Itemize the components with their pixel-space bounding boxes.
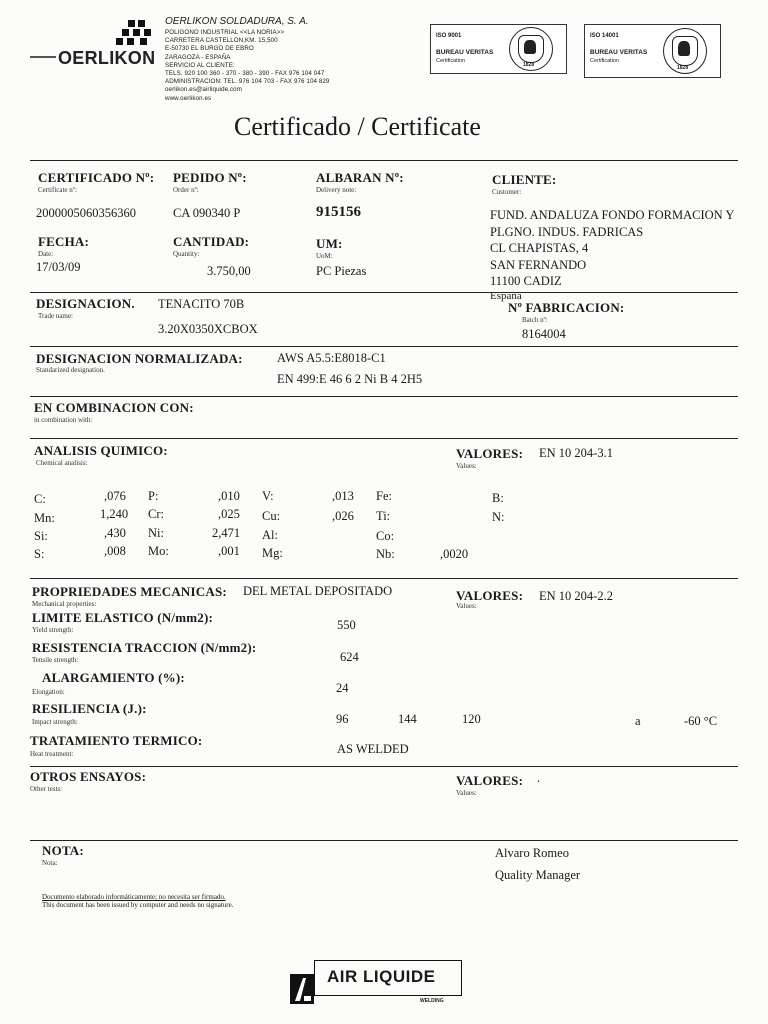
element-value: ,001 bbox=[218, 544, 240, 558]
element-value: ,430 bbox=[104, 526, 126, 540]
element-symbol: P: bbox=[148, 489, 159, 503]
cliente-line: España bbox=[490, 289, 522, 302]
divider bbox=[30, 346, 738, 347]
pedido-value: CA 090340 P bbox=[173, 206, 241, 220]
address-line: SERVICIO AL CLIENTE: bbox=[165, 61, 235, 69]
limite-label: LIMITE ELASTICO (N/mm2): bbox=[32, 610, 214, 625]
element-symbol: C: bbox=[34, 492, 46, 506]
nota-sub: Nota: bbox=[42, 859, 58, 867]
element-value: ,013 bbox=[332, 489, 354, 503]
cert-name: BUREAU VERITAS bbox=[590, 49, 648, 56]
resiliencia-value-2: 144 bbox=[398, 712, 417, 726]
fecha-label: FECHA: bbox=[38, 234, 90, 249]
fecha-value: 17/03/09 bbox=[36, 260, 81, 274]
bureau-veritas-seal-icon bbox=[509, 27, 553, 71]
resistencia-label: RESISTENCIA TRACCION (N/mm2): bbox=[32, 640, 257, 655]
divider bbox=[30, 438, 738, 439]
element-value: ,0020 bbox=[440, 547, 469, 561]
address-line: ZARAGOZA - ESPAÑA bbox=[165, 53, 231, 61]
element-value: ,010 bbox=[218, 489, 240, 503]
disclaimer-en: This document has been issued by computer and needs no signature. bbox=[42, 901, 234, 909]
normalizada-sub: Standarized designation. bbox=[36, 366, 105, 374]
cliente-line: PLGNO. INDUS. FADRICAS bbox=[490, 224, 644, 239]
address-line: POLIGONO INDUSTRIAL <<LA NORIA>> bbox=[165, 29, 285, 36]
otros-sub: Other tests: bbox=[30, 785, 63, 793]
element-symbol: V: bbox=[262, 489, 274, 503]
oerlikon-logo bbox=[30, 18, 158, 74]
cert-sub: Certification bbox=[436, 58, 466, 64]
element-symbol: Si: bbox=[34, 529, 48, 543]
fabricacion-value: 8164004 bbox=[522, 327, 566, 341]
chemical-valores-value: EN 10 204-3.1 bbox=[539, 446, 613, 460]
element-value: 1,240 bbox=[100, 507, 129, 521]
cantidad-label: CANTIDAD: bbox=[173, 234, 250, 249]
signatory-role: Quality Manager bbox=[495, 868, 581, 882]
certificado-sub: Certificate nº: bbox=[38, 186, 77, 194]
pedido-sub: Order nº: bbox=[173, 186, 199, 194]
designacion-label: DESIGNACION. bbox=[36, 296, 135, 311]
chemical-label: ANALISIS QUIMICO: bbox=[34, 443, 168, 458]
alargamiento-sub: Elongation: bbox=[32, 688, 65, 696]
seal-year: 1828 bbox=[677, 65, 689, 71]
otros-valores-label: VALORES: bbox=[456, 773, 524, 788]
company-name: OERLIKON SOLDADURA, S. A. bbox=[165, 16, 309, 27]
divider bbox=[30, 840, 738, 841]
resiliencia-a: a bbox=[635, 714, 641, 728]
element-symbol: Ti: bbox=[376, 509, 391, 523]
disclaimer-es: Documento elaborado informáticamente; no necesita ser firmado. bbox=[42, 893, 226, 901]
air-liquide-mark-icon bbox=[290, 974, 314, 1004]
divider bbox=[30, 292, 738, 293]
certificado-value: 2000005060356360 bbox=[36, 206, 136, 220]
element-value: ,026 bbox=[332, 509, 354, 523]
alargamiento-label: ALARGAMIENTO (%): bbox=[42, 670, 185, 685]
fabricacion-sub: Batch nº: bbox=[522, 316, 548, 324]
designacion-value: TENACITO 70B bbox=[158, 297, 245, 311]
element-symbol: B: bbox=[492, 491, 504, 505]
certificado-label: CERTIFICADO Nº: bbox=[38, 170, 155, 185]
normalizada-label: DESIGNACION NORMALIZADA: bbox=[36, 351, 243, 366]
element-symbol: N: bbox=[492, 510, 505, 524]
designacion-code: 3.20X0350XCBOX bbox=[158, 322, 258, 336]
cliente-line: CL CHAPISTAS, 4 bbox=[490, 241, 589, 255]
albaran-sub: Delivery note: bbox=[316, 186, 357, 194]
cert-name: BUREAU VERITAS bbox=[436, 49, 494, 56]
fecha-sub: Date: bbox=[38, 250, 54, 258]
mechanical-label: PROPRIEDADES MECANICAS: bbox=[32, 584, 227, 599]
element-symbol: Al: bbox=[262, 528, 278, 542]
nota-label: NOTA: bbox=[42, 843, 84, 858]
pedido-label: PEDIDO Nº: bbox=[173, 170, 247, 185]
combinacion-sub: in combination with: bbox=[34, 416, 93, 424]
cert-iso-label: ISO 9001 bbox=[436, 33, 462, 39]
um-sub: UoM: bbox=[316, 252, 333, 260]
cliente-line: FUND. ANDALUZA FONDO FORMACION Y bbox=[490, 208, 735, 222]
resistencia-sub: Tensile strength: bbox=[32, 656, 79, 664]
resiliencia-sub: Impact strength: bbox=[32, 718, 78, 726]
cliente-address bbox=[490, 207, 734, 302]
cliente-line: 11100 CADIZ bbox=[490, 274, 562, 288]
resiliencia-value-3: 120 bbox=[462, 712, 481, 726]
iso9001-cert-box bbox=[430, 24, 567, 74]
chemical-valores-label: VALORES: bbox=[456, 446, 524, 461]
address-line: www.oerlikon.es bbox=[165, 94, 212, 102]
mechanical-valores-label: VALORES: bbox=[456, 588, 524, 603]
combinacion-label: EN COMBINACION CON: bbox=[34, 400, 194, 415]
bureau-veritas-seal-icon bbox=[663, 28, 707, 74]
cliente-line: SAN FERNANDO bbox=[490, 257, 587, 272]
fabricacion-label: Nº FABRICACION: bbox=[508, 300, 625, 315]
seal-year: 1828 bbox=[523, 62, 535, 68]
albaran-value: 915156 bbox=[316, 204, 361, 220]
limite-sub: Yield strength: bbox=[32, 626, 74, 634]
address-line: ADMINISTRACION: TEL. 976 104 703 - FAX 976 104 829 bbox=[165, 78, 330, 86]
air-liquide-text: AIR LIQUIDE bbox=[327, 967, 436, 986]
element-symbol: Mo: bbox=[148, 544, 169, 558]
address-line: E-50730 EL BURGO DE EBRO bbox=[165, 45, 254, 53]
tratamiento-label: TRATAMIENTO TERMICO: bbox=[30, 733, 203, 748]
cert-sub: Certification bbox=[590, 58, 620, 64]
mechanical-valores-value: EN 10 204-2.2 bbox=[539, 589, 613, 603]
element-value: ,025 bbox=[218, 507, 240, 521]
otros-valores-sub: Values: bbox=[456, 789, 477, 797]
albaran-label: ALBARAN Nº: bbox=[316, 170, 404, 185]
um-label: UM: bbox=[316, 236, 343, 251]
divider bbox=[30, 578, 738, 579]
element-symbol: Cr: bbox=[148, 507, 164, 521]
cantidad-value: 3.750,00 bbox=[207, 264, 251, 278]
otros-valores-value: . bbox=[537, 771, 541, 785]
divider bbox=[30, 160, 738, 161]
mechanical-sub: Mechanical properties: bbox=[32, 600, 97, 608]
iso14001-cert-box bbox=[584, 24, 721, 78]
air-liquide-sub: WELDING bbox=[420, 998, 444, 1004]
signatory-name: Alvaro Romeo bbox=[495, 846, 569, 860]
divider bbox=[30, 396, 738, 397]
element-value: ,076 bbox=[104, 489, 126, 503]
element-value: 2,471 bbox=[212, 526, 241, 540]
resistencia-value: 624 bbox=[340, 650, 359, 664]
element-symbol: Ni: bbox=[148, 526, 164, 540]
air-liquide-logo bbox=[290, 956, 464, 1006]
cantidad-sub: Quantity: bbox=[173, 250, 200, 258]
element-symbol: Cu: bbox=[262, 509, 281, 523]
mechanical-label-suffix: DEL METAL DEPOSITADO bbox=[243, 584, 393, 598]
cert-iso-label: ISO 14001 bbox=[590, 33, 619, 39]
tratamiento-value: AS WELDED bbox=[337, 742, 409, 756]
oerlikon-logo-text: OERLIKON bbox=[58, 48, 156, 68]
address-line: TELS. 920 100 360 - 370 - 380 - 390 - FAX 976 104 047 bbox=[165, 70, 325, 78]
chemical-valores-sub: Values: bbox=[456, 462, 477, 470]
otros-label: OTROS ENSAYOS: bbox=[30, 769, 147, 784]
company-address bbox=[165, 16, 329, 103]
element-symbol: S: bbox=[34, 547, 45, 561]
resiliencia-value-1: 96 bbox=[336, 712, 349, 726]
element-symbol: Nb: bbox=[376, 547, 395, 561]
um-value: PC Piezas bbox=[316, 264, 367, 278]
normalizada-aws: AWS A5.5:E8018-C1 bbox=[277, 351, 386, 365]
resiliencia-label: RESILIENCIA (J.): bbox=[32, 701, 147, 716]
chemical-sub: Chemical analisis: bbox=[36, 459, 88, 467]
element-value: ,008 bbox=[104, 544, 126, 558]
element-symbol: Mg: bbox=[262, 546, 283, 560]
address-line: oerlikon.es@airliquide.com bbox=[165, 86, 242, 94]
tratamiento-sub: Heat treatment: bbox=[30, 750, 74, 758]
page-title: Certificado / Certificate bbox=[234, 112, 481, 141]
limite-value: 550 bbox=[337, 618, 356, 632]
air-liquide-box bbox=[314, 960, 462, 996]
normalizada-en: EN 499:E 46 6 2 Ni B 4 2H5 bbox=[277, 372, 423, 386]
element-symbol: Co: bbox=[376, 529, 395, 543]
resiliencia-temp: -60 °C bbox=[684, 714, 718, 728]
designacion-sub: Trade name: bbox=[38, 312, 73, 320]
element-symbol: Mn: bbox=[34, 511, 55, 525]
alargamiento-value: 24 bbox=[336, 681, 349, 695]
cliente-sub: Customer: bbox=[492, 188, 522, 196]
divider bbox=[30, 766, 738, 767]
cliente-label: CLIENTE: bbox=[492, 172, 557, 187]
element-symbol: Fe: bbox=[376, 489, 392, 503]
mechanical-valores-sub: Values: bbox=[456, 602, 477, 610]
address-line: CARRETERA CASTELLON,KM. 15,500 bbox=[165, 37, 278, 45]
